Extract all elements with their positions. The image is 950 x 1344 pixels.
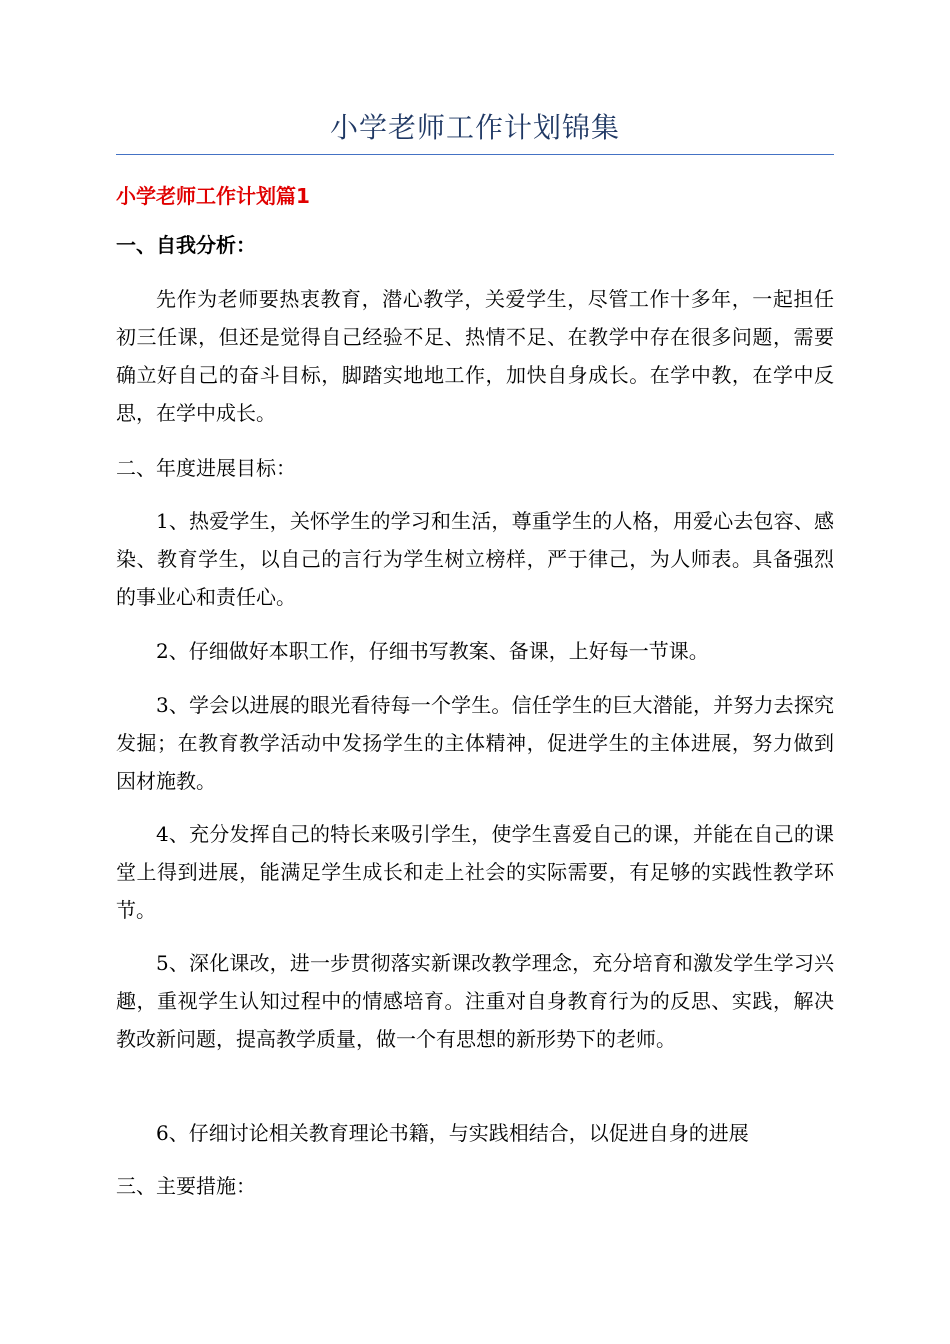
document-title: 小学老师工作计划锦集	[329, 111, 620, 144]
goal-item-4: 4、充分发挥自己的特长来吸引学生，使学生喜爱自己的课，并能在自己的课堂上得到进展，能满足学生成长和走上社会的实际需要，有足够的实践性教学环节。	[116, 822, 834, 922]
heading-annual-goals: 二、年度进展目标：	[116, 456, 296, 480]
goal-item-5: 5、深化课改，进一步贯彻落实新课改教学理念，充分培育和激发学生学习兴趣，重视学生认知过程中的情感培育。注重对自身教育行为的反思、实践，解决教改新问题，提高教学质量，做一个有思想的新形势下的老师。	[116, 951, 834, 1051]
heading-self-analysis: 一、自我分析：	[116, 233, 256, 257]
title-underline	[116, 154, 834, 155]
goal-item-2: 2、仔细做好本职工作，仔细书写教案、备课，上好每一节课。	[156, 639, 709, 663]
section-heading: 小学老师工作计划篇1	[116, 184, 310, 208]
goal-item-1: 1、热爱学生，关怀学生的学习和生活，尊重学生的人格，用爱心去包容、感染、教育学生，以自己的言行为学生树立榜样，严于律己，为人师表。具备强烈的事业心和责任心。	[116, 509, 834, 609]
goal-item-3: 3、学会以进展的眼光看待每一个学生。信任学生的巨大潜能，并努力去探究发掘；在教育教学活动中发扬学生的主体精神，促进学生的主体进展，努力做到因材施教。	[116, 693, 834, 793]
goal-item-6: 6、仔细讨论相关教育理论书籍，与实践相结合，以促进自身的进展	[156, 1121, 749, 1145]
heading-main-measures: 三、主要措施：	[116, 1174, 256, 1198]
paragraph-self-analysis: 先作为老师要热衷教育，潜心教学，关爱学生，尽管工作十多年，一起担任初三任课，但还是觉得自己经验不足、热情不足、在教学中存在很多问题，需要确立好自己的奋斗目标，脚踏实地地工作，加快自身成长。在学中教，在学中反思，在学中成长。	[116, 287, 834, 425]
